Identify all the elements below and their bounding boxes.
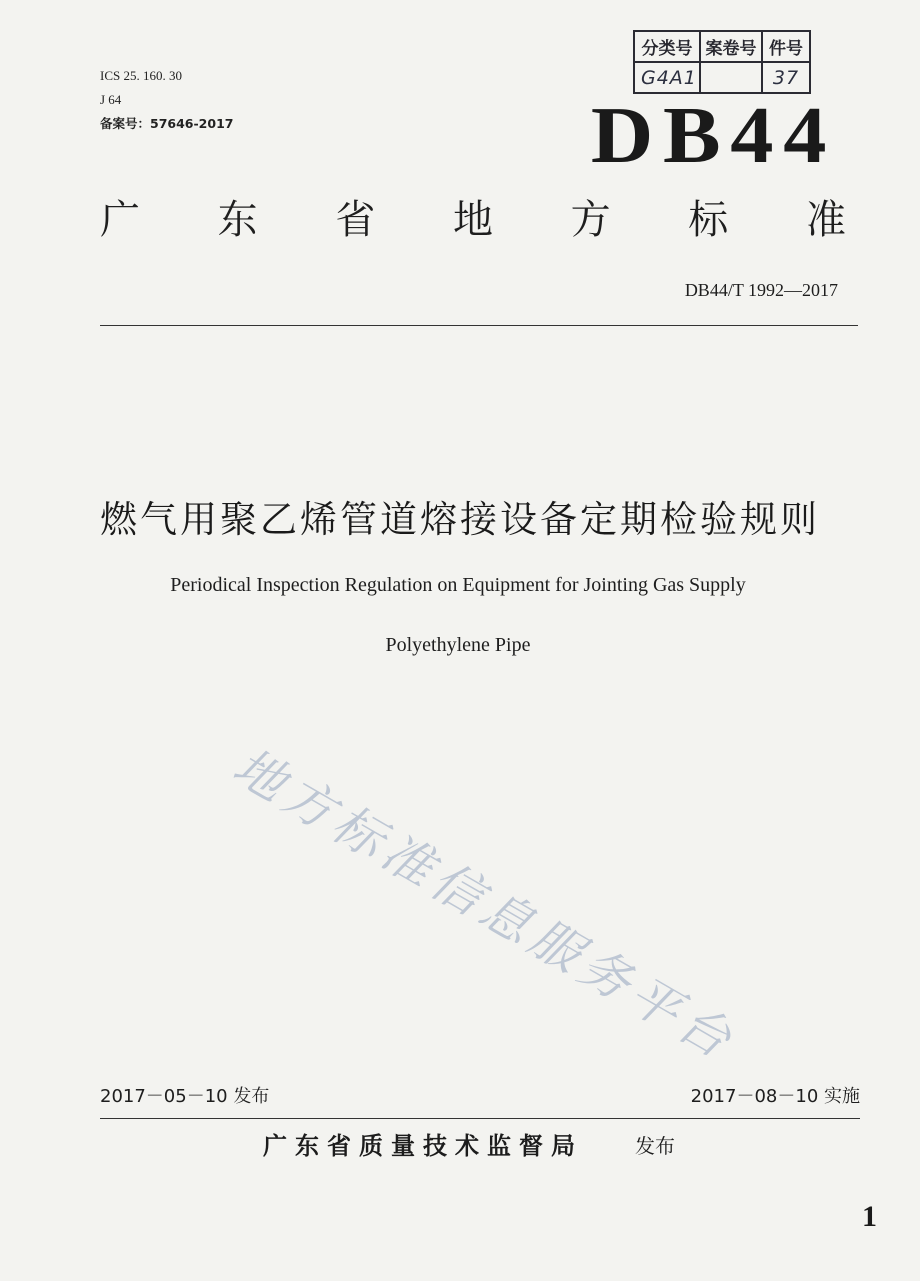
implementation-date: 2017－08－10 实施 <box>690 1086 860 1107</box>
standard-category-title <box>100 196 846 244</box>
issue-date: 2017－05－10 发布 <box>100 1086 270 1107</box>
document-title-en-line2: Polyethylene Pipe <box>385 634 531 656</box>
issuing-authority: 广东省质量技术监督局 <box>263 1132 583 1160</box>
category-char: 广 <box>100 197 140 243</box>
stamp-header-volume: 案卷号 <box>701 32 763 63</box>
archive-stamp <box>633 30 811 94</box>
watermark: 地方标准信息服务平台 <box>223 736 747 1073</box>
stamp-header-classification: 分类号 <box>635 32 701 63</box>
stamp-header-item: 件号 <box>763 32 809 63</box>
issuing-suffix: 发布 <box>635 1134 675 1158</box>
category-char: 省 <box>335 197 376 243</box>
category-char: 地 <box>452 197 493 243</box>
stamp-value-classification: G4A1 <box>635 63 701 92</box>
category-char: 方 <box>570 197 611 243</box>
header-divider <box>100 325 858 326</box>
page-number: 1 <box>862 1200 877 1233</box>
filing-number: 备案号：57646-2017 <box>100 116 234 131</box>
document-title-en-line1: Periodical Inspection Regulation on Equipment for Jointing Gas Supply <box>170 574 746 596</box>
ics-code: ICS 25. 160. 30 <box>100 68 182 83</box>
document-title-zh: 燃气用聚乙烯管道熔接设备定期检验规则 <box>100 498 820 541</box>
standard-number: DB44/T 1992—2017 <box>684 280 838 300</box>
standard-code-logo: DB44 <box>590 92 836 180</box>
ccs-code: J 64 <box>100 92 122 107</box>
stamp-value-item: 37 <box>772 66 800 89</box>
category-char: 东 <box>217 197 258 243</box>
category-char: 准 <box>805 197 846 243</box>
stamp-value-volume <box>701 63 763 92</box>
footer-divider <box>100 1118 860 1119</box>
category-char: 标 <box>688 197 729 243</box>
